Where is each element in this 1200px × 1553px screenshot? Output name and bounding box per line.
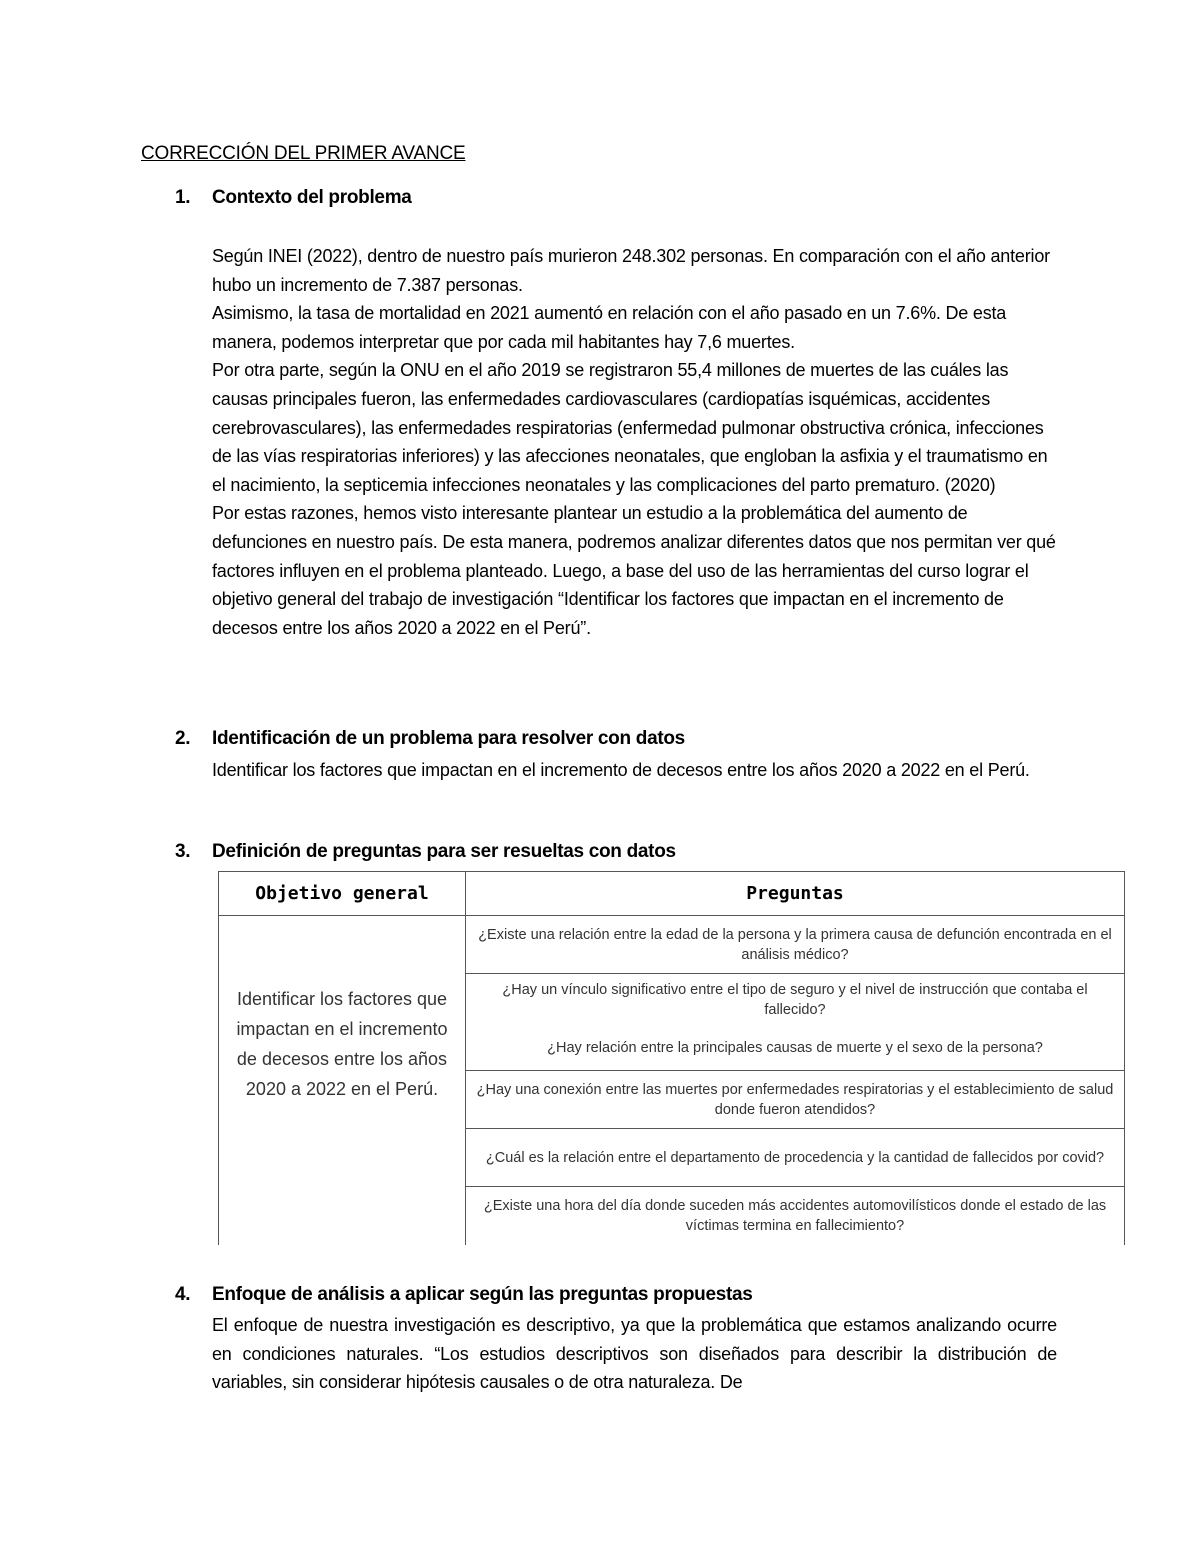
section-2-number: 2. [175,728,191,749]
header-preguntas: Preguntas [466,872,1125,916]
question-1: ¿Existe una relación entre la edad de la persona y la primera causa de defunción encontrada en el análisis médico? [478,926,1112,963]
questions-table [218,871,1125,1245]
header-objetivo-general: Objetivo general [219,872,466,916]
section-1-body [212,242,1062,642]
section-2-body: Identificar los factores que impactan en el incremento de decesos entre los años 2020 a 2022 en el Perú. [212,760,1030,780]
question-row [466,1129,1125,1187]
question-4: ¿Hay una conexión entre las muertes por enfermedades respiratorias y el establecimiento de salud donde fueron atendidos? [476,1081,1114,1118]
question-3: ¿Hay relación entre la principales causas de muerte y el sexo de la persona? [547,1040,1043,1056]
question-row [466,1187,1125,1245]
objective-cell [219,916,466,1245]
question-row [466,1071,1125,1129]
question-5: ¿Cuál es la relación entre el departamento de procedencia y la cantidad de fallecidos por covid? [485,1149,1105,1166]
question-6: ¿Existe una hora del día donde suceden más accidentes automovilísticos donde el estado de las víctimas termina en fallecimiento? [483,1197,1107,1234]
objective-text: Identificar los factores que impactan en el incremento de decesos entre los años 2020 a 2022 en el Perú. [236,989,448,1099]
context-paragraph-4: Por estas razones, hemos visto interesante plantear un estudio a la problemática del aumento de defunciones en nuestro país. De esta manera, podremos analizar diferentes datos que nos permitan ver qué factores influyen en el problema planteado. Luego, a base del uso de las herramientas del curso lograr el objetivo general del trabajo de investigación “Identificar los factores que impactan en el incremento de decesos entre los años 2020 a 2022 en el Perú”. [212,503,1056,638]
section-4-body: El enfoque de nuestra investigación es descriptivo, ya que la problemática que estamos analizando ocurre en condiciones naturales. “Los estudios descriptivos son diseñados para describir la distribución de variables, sin considerar hipótesis causales o de otra naturaleza. De [212,1315,1057,1393]
question-row [466,974,1125,1071]
section-1-title: Contexto del problema [212,187,412,208]
question-2: ¿Hay un vínculo significativo entre el tipo de seguro y el nivel de instrucción que contaba el fallecido? [502,982,1088,1018]
section-3-title: Definición de preguntas para ser resueltas con datos [212,841,676,862]
section-2-title: Identificación de un problema para resolver con datos [212,728,685,749]
section-4-number: 4. [175,1284,191,1305]
question-row [466,916,1125,974]
context-paragraph-3: Por otra parte, según la ONU en el año 2019 se registraron 55,4 millones de muertes de las cuáles las causas principales fueron, las enfermedades cardiovasculares (cardiopatías isquémicas, accidentes cerebrovasculares), las enfermedades respiratorias (enfermedad pulmonar obstructiva crónica, infecciones de las vías respiratorias inferiores) y las afecciones neonatales, que engloban la asfixia y el traumatismo en el nacimiento, la septicemia infecciones neonatales y las complicaciones del parto prematuro. (2020) [212,360,1048,495]
section-1-number: 1. [175,187,191,208]
document-title: CORRECCIÓN DEL PRIMER AVANCE [141,143,466,164]
section-4-title: Enfoque de análisis a aplicar según las preguntas propuestas [212,1284,753,1305]
context-paragraph-1: Según INEI (2022), dentro de nuestro país murieron 248.302 personas. En comparación con el año anterior hubo un incremento de 7.387 personas. [212,246,1050,295]
context-paragraph-2: Asimismo, la tasa de mortalidad en 2021 aumentó en relación con el año pasado en un 7.6%. De esta manera, podemos interpretar que por cada mil habitantes hay 7,6 muertes. [212,303,1007,352]
section-3-number: 3. [175,841,191,862]
